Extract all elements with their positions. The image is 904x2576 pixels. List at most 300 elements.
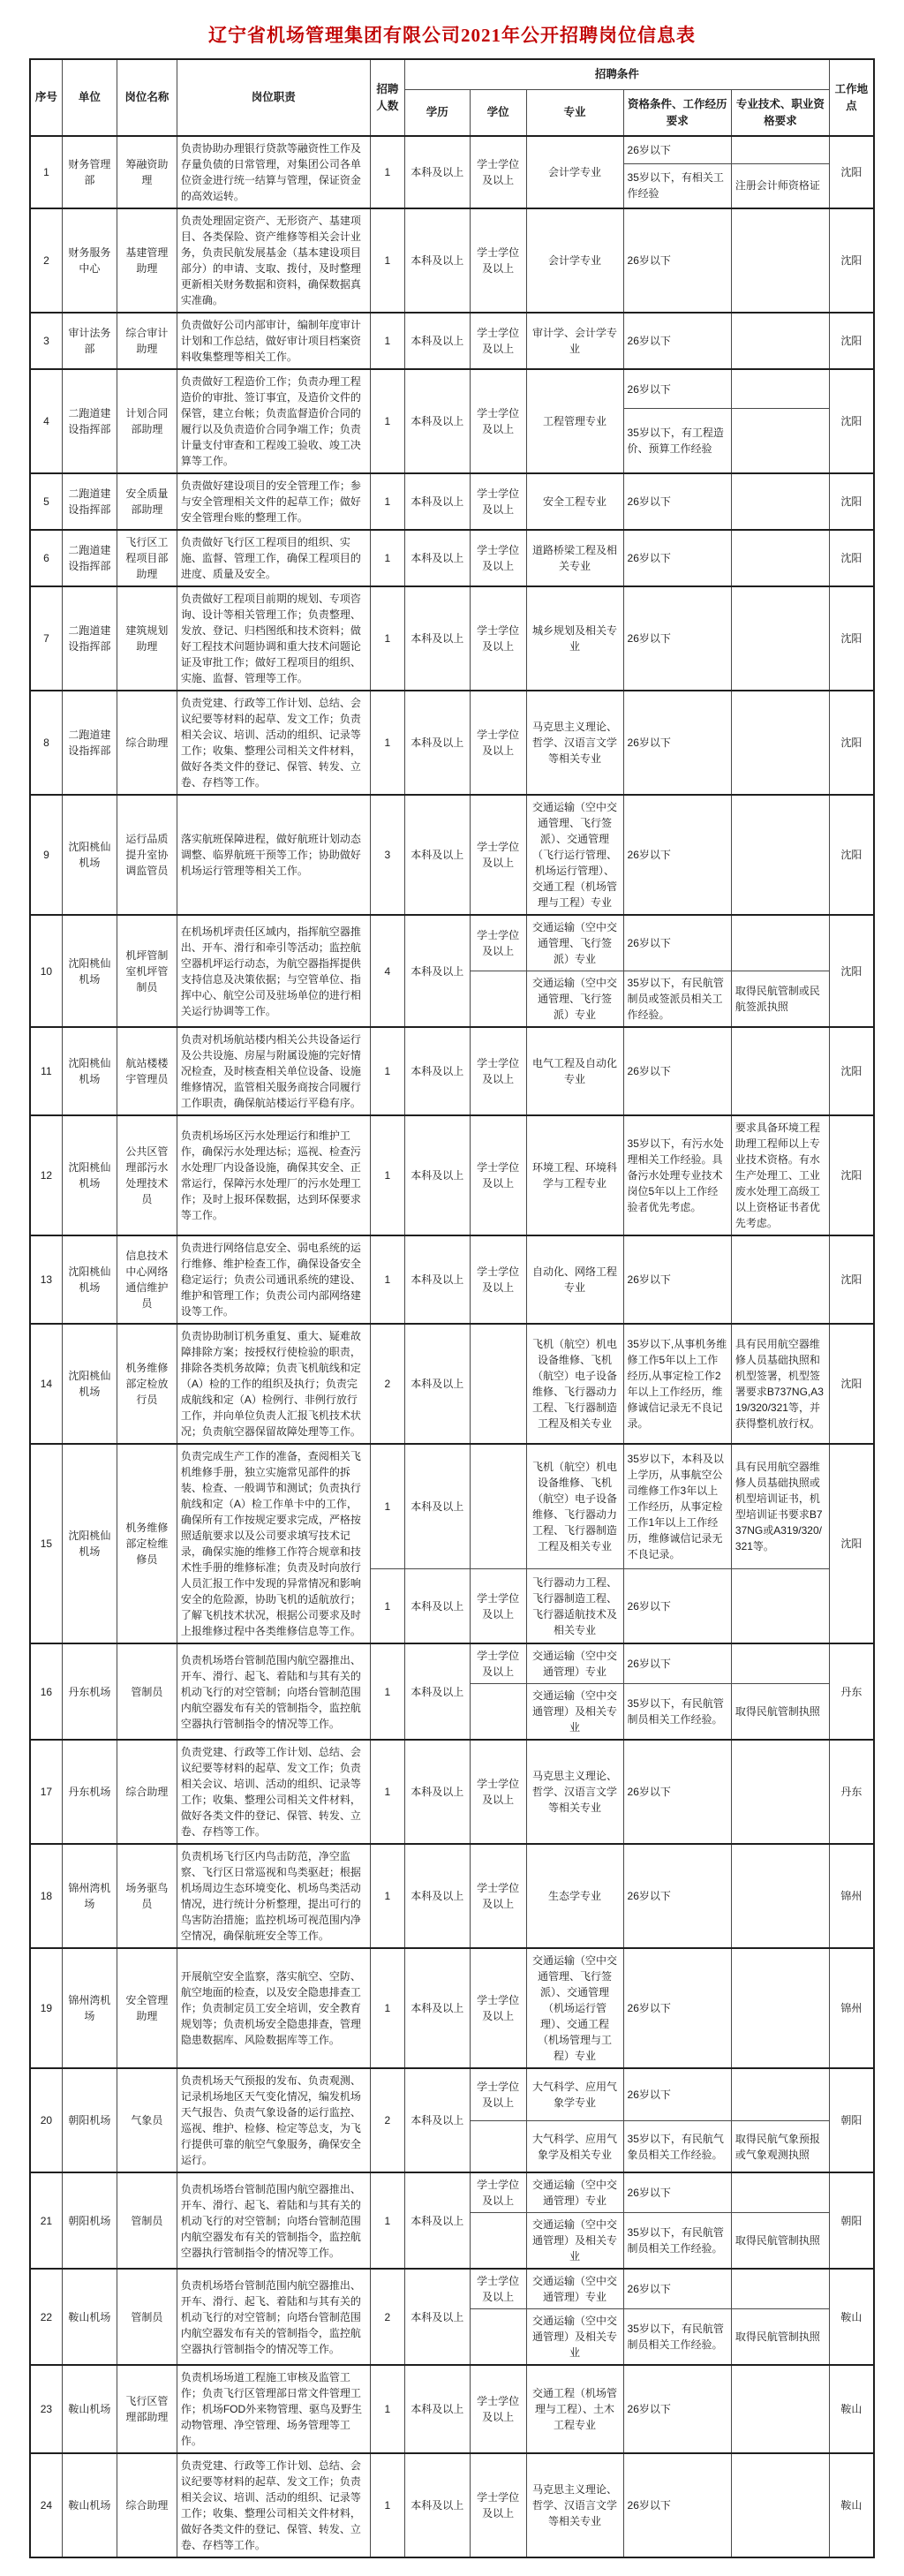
cell-no: 16	[30, 1643, 62, 1740]
cell-title: 安全管理助理	[117, 1948, 177, 2068]
header-edu: 学历	[404, 89, 470, 136]
cell-no: 18	[30, 1844, 62, 1948]
cell-cert: 要求具备环境工程助理工程师以上专业技术资格。有水生产处理工、工业废水处理工高级工以上资格证书者优先考虑。	[731, 1115, 829, 1235]
cell-title: 机务维修部定检放行员	[117, 1324, 177, 1444]
cell-qual: 35岁以下，本科及以上学历，从事航空公司维修工作3年以上工作经历，从事定检工作1年以上工作经历，维修诚信记录无不良记录。	[623, 1444, 731, 1568]
cell-cert: 取得民航管制执照	[731, 1684, 829, 1741]
cell-no: 10	[30, 915, 62, 1027]
cell-major: 道路桥梁工程及相关专业	[526, 530, 623, 586]
cell-title: 机务维修部定检维修员	[117, 1444, 177, 1643]
cell-unit: 鞍山机场	[62, 2453, 117, 2557]
cell-major: 交通运输（空中交通管理、飞行签派）、交通管理（机场运行管理）、交通工程（机场管理与工程）专业	[526, 1948, 623, 2068]
cell-duties: 负责做好工程造价工作；负责办理工程造价的审批、签订事宜，及造价文件的保管，建立台帐；负责监督造价合同的履行以及负责造价合同争端工作；负责计量支付审查和工程竣工验收、竣工决算等工作。	[177, 369, 370, 473]
cell-qual: 26岁以下	[623, 795, 731, 915]
cell-edu: 本科及以上	[404, 1740, 470, 1844]
table-row	[30, 915, 874, 971]
table-row	[30, 2453, 874, 2557]
cell-location: 沈阳	[829, 1027, 874, 1115]
cell-qual: 26岁以下	[623, 473, 731, 530]
cell-cert	[731, 2269, 829, 2309]
cell-location: 锦州	[829, 1844, 874, 1948]
cell-qual: 26岁以下	[623, 2172, 731, 2213]
cell-cert	[731, 136, 829, 163]
cell-count: 1	[370, 1740, 404, 1844]
cell-location: 沈阳	[829, 1324, 874, 1444]
table-row	[30, 313, 874, 369]
cell-count: 2	[370, 2269, 404, 2365]
cell-major: 交通运输（空中交通管理、飞行签派）、交通管理（飞行运行管理、机场运行管理）、交通工程（机场管理与工程）专业	[526, 795, 623, 915]
cell-degree: 学士学位及以上	[470, 2365, 526, 2453]
table-row	[30, 1027, 874, 1115]
cell-no: 14	[30, 1324, 62, 1444]
cell-no: 15	[30, 1444, 62, 1643]
cell-count: 1	[370, 1027, 404, 1115]
table-row	[30, 1740, 874, 1844]
cell-cert	[731, 691, 829, 795]
cell-major: 自动化、网络工程专业	[526, 1235, 623, 1324]
cell-title: 安全质量部助理	[117, 473, 177, 530]
cell-duties: 负责协助办理银行贷款等融资性工作及存量负债的日常管理，对集团公司各单位资金进行统一结算与管理，保证资金的高效运转。	[177, 136, 370, 208]
cell-qual: 35岁以下，有相关工作经验	[623, 163, 731, 208]
cell-location: 沈阳	[829, 473, 874, 530]
cell-no: 17	[30, 1740, 62, 1844]
cell-qual: 26岁以下	[623, 1643, 731, 1684]
cell-qual: 35岁以下，有民航管制员相关工作经验。	[623, 2309, 731, 2366]
cell-unit: 丹东机场	[62, 1740, 117, 1844]
cell-cert	[731, 2365, 829, 2453]
cell-qual: 35岁以下，有民航管制员或签派员相关工作经验。	[623, 971, 731, 1028]
cell-no: 6	[30, 530, 62, 586]
cell-duties: 负责完成生产工作的准备，查阅相关飞机维修手册，独立实施常见部件的拆装、检查、一般调节和测试；负责执行航线和定（A）检工作单卡中的工作，确保所有工作按规定要求完成，严格按照适航要求以及公司要求填写技术记录，确保实施的维修工作符合规章和技术性手册的维修标准；负责及时向放行人员汇报工作中发现的异常情况和影响安全的危险源，协助飞机的适航放行；了解飞机技术状况，根据公司要求及时上报维修过程中各类维修信息等工作。	[177, 1444, 370, 1643]
cell-count: 1	[370, 1568, 404, 1643]
cell-count: 1	[370, 2365, 404, 2453]
cell-degree	[470, 2120, 526, 2172]
cell-location: 沈阳	[829, 1115, 874, 1235]
cell-major: 飞机（航空）机电设备维修、飞机（航空）电子设备维修、飞行器动力工程、飞行器制造工程及相关专业	[526, 1444, 623, 1568]
cell-degree: 学士学位及以上	[470, 313, 526, 369]
cell-unit: 沈阳桃仙机场	[62, 795, 117, 915]
cell-cert	[731, 1740, 829, 1844]
cell-duties: 负责协助制订机务重复、重大、疑难故障排除方案；按授权行使检验的职责，排除各类机务故障；负责飞机航线和定（A）检的工作的组织及执行；负责完成航线和定（A）检例行、非例行放行工作，并向单位负责人汇报飞机技术状况；负责航空器保留故障处理等工作。	[177, 1324, 370, 1444]
cell-edu: 本科及以上	[404, 2365, 470, 2453]
cell-degree: 学士学位及以上	[470, 1235, 526, 1324]
table-row	[30, 208, 874, 313]
cell-no: 2	[30, 208, 62, 313]
cell-title: 信息技术中心网络通信维护员	[117, 1235, 177, 1324]
cell-unit: 沈阳桃仙机场	[62, 1115, 117, 1235]
cell-location: 沈阳	[829, 691, 874, 795]
cell-location: 朝阳	[829, 2068, 874, 2172]
cell-no: 19	[30, 1948, 62, 2068]
table-row	[30, 2269, 874, 2309]
cell-edu: 本科及以上	[404, 313, 470, 369]
cell-title: 运行品质提升室协调监管员	[117, 795, 177, 915]
cell-qual: 26岁以下	[623, 915, 731, 971]
header-duties: 岗位职责	[177, 59, 370, 136]
cell-qual: 26岁以下	[623, 1235, 731, 1324]
cell-qual: 26岁以下	[623, 369, 731, 408]
cell-duties: 负责党建、行政等工作计划、总结、会议纪要等材料的起草、发文工作；负责相关会议、培训、活动的组织、记录等工作；收集、整理公司相关文件材料，做好各类文件的登记、保管、转发、立卷、存档等工作。	[177, 691, 370, 795]
cell-degree: 学士学位及以上	[470, 691, 526, 795]
cell-title: 场务驱鸟员	[117, 1844, 177, 1948]
cell-unit: 沈阳桃仙机场	[62, 1027, 117, 1115]
cell-major: 生态学专业	[526, 1844, 623, 1948]
cell-no: 22	[30, 2269, 62, 2365]
cell-major: 电气工程及自动化专业	[526, 1027, 623, 1115]
cell-qual: 26岁以下	[623, 1844, 731, 1948]
cell-count: 2	[370, 1324, 404, 1444]
page-title: 辽宁省机场管理集团有限公司2021年公开招聘岗位信息表	[208, 25, 696, 46]
cell-location: 鞍山	[829, 2365, 874, 2453]
cell-edu: 本科及以上	[404, 1643, 470, 1740]
header-location: 工作地点	[829, 59, 874, 136]
cell-count: 1	[370, 1115, 404, 1235]
cell-major: 飞机（航空）机电设备维修、飞机（航空）电子设备维修、飞行器动力工程、飞行器制造工程及相关专业	[526, 1324, 623, 1444]
cell-degree: 学士学位及以上	[470, 586, 526, 691]
cell-unit: 沈阳桃仙机场	[62, 1444, 117, 1643]
cell-edu: 本科及以上	[404, 1027, 470, 1115]
cell-duties: 负责做好工程项目前期的规划、专项咨询、设计等相关管理工作；负责整理、发放、登记、归档图纸和技术资料；做好工程技术问题协调和重大技术问题论证及审批工作；做好工程项目的组织、实施、监督、管理等工作。	[177, 586, 370, 691]
cell-location: 沈阳	[829, 915, 874, 1027]
cell-duties: 负责进行网络信息安全、弱电系统的运行维修、维护检查工作，确保设备安全稳定运行；负责公司通讯系统的建设、维护和管理工作；负责公司内部网络建设等工作。	[177, 1235, 370, 1324]
table-row	[30, 1643, 874, 1684]
header-unit: 单位	[62, 59, 117, 136]
cell-edu: 本科及以上	[404, 795, 470, 915]
cell-title: 飞行区工程项目部助理	[117, 530, 177, 586]
table-row	[30, 1844, 874, 1948]
cell-count: 1	[370, 1444, 404, 1568]
cell-title: 筹融资助理	[117, 136, 177, 208]
cell-edu: 本科及以上	[404, 586, 470, 691]
cell-degree: 学士学位及以上	[470, 1948, 526, 2068]
cell-degree: 学士学位及以上	[470, 208, 526, 313]
cell-count: 1	[370, 473, 404, 530]
header-title: 岗位名称	[117, 59, 177, 136]
cell-edu: 本科及以上	[404, 915, 470, 1027]
cell-major: 工程管理专业	[526, 369, 623, 473]
cell-edu: 本科及以上	[404, 1948, 470, 2068]
cell-cert: 取得民航管制或民航签派执照	[731, 971, 829, 1028]
cell-edu: 本科及以上	[404, 2453, 470, 2557]
cell-no: 21	[30, 2172, 62, 2269]
cell-count: 1	[370, 691, 404, 795]
cell-degree: 学士学位及以上	[470, 2172, 526, 2213]
cell-count: 3	[370, 795, 404, 915]
table-row	[30, 795, 874, 915]
cell-no: 8	[30, 691, 62, 795]
cell-duties: 在机场机坪责任区域内，指挥航空器推出、开车、滑行和牵引等活动；监控航空器机坪运行动态，为航空器指挥提供支持信息及决策依据；与空管单位、指挥中心、航空公司及驻场单位的进行相关运行协调等工作。	[177, 915, 370, 1027]
cell-duties: 负责机场塔台管制范围内航空器推出、开车、滑行、起飞、着陆和与其有关的机动飞行的对空管制；向塔台管制范围内航空器发布有关的管制指令，监控航空器执行管制指令的情况等工作。	[177, 1643, 370, 1740]
cell-major: 会计学专业	[526, 136, 623, 208]
cell-cert	[731, 795, 829, 915]
cell-count: 1	[370, 1844, 404, 1948]
cell-location: 沈阳	[829, 136, 874, 208]
cell-title: 管制员	[117, 1643, 177, 1740]
cell-major: 环境工程、环境科学与工程专业	[526, 1115, 623, 1235]
cell-degree: 学士学位及以上	[470, 473, 526, 530]
cell-cert: 取得民航管制执照	[731, 2213, 829, 2270]
cell-duties: 落实航班保障进程，做好航班计划动态调整、临界航班干预等工作；协助做好机场运行管理等相关工作。	[177, 795, 370, 915]
cell-degree: 学士学位及以上	[470, 1740, 526, 1844]
cell-major: 交通运输（空中交通管理）专业	[526, 1643, 623, 1684]
cell-count: 1	[370, 208, 404, 313]
table-row	[30, 586, 874, 691]
cell-cert	[731, 915, 829, 971]
cell-qual: 26岁以下	[623, 313, 731, 369]
cell-no: 1	[30, 136, 62, 208]
cell-cert	[731, 1643, 829, 1684]
cell-edu: 本科及以上	[404, 473, 470, 530]
table-row	[30, 691, 874, 795]
cell-unit: 财务服务中心	[62, 208, 117, 313]
table-row	[30, 136, 874, 163]
cell-edu: 本科及以上	[404, 1115, 470, 1235]
cell-title: 公共区管理部污水处理技术员	[117, 1115, 177, 1235]
cell-major: 审计学、会计学专业	[526, 313, 623, 369]
cell-location: 沈阳	[829, 313, 874, 369]
cell-degree	[470, 1684, 526, 1741]
cell-degree: 学士学位及以上	[470, 915, 526, 971]
cell-location: 鞍山	[829, 2453, 874, 2557]
cell-edu: 本科及以上	[404, 369, 470, 473]
cell-degree: 学士学位及以上	[470, 2453, 526, 2557]
cell-duties: 负责对机场航站楼内相关公共设备运行及公共设施、房屋与附属设施的完好情况检查，及时核查相关单位设备、设施维修情况，监管相关服务商按合同履行工作职责，确保航站楼运行平稳有序。	[177, 1027, 370, 1115]
cell-degree	[470, 971, 526, 1028]
table-row	[30, 1948, 874, 2068]
cell-count: 1	[370, 530, 404, 586]
cell-qual: 26岁以下	[623, 208, 731, 313]
table-row	[30, 2365, 874, 2453]
cell-qual: 26岁以下	[623, 2453, 731, 2557]
cell-major: 交通运输（空中交通管理）专业	[526, 2269, 623, 2309]
cell-unit: 二跑道建设指挥部	[62, 691, 117, 795]
cell-location: 沈阳	[829, 1444, 874, 1643]
cell-qual: 26岁以下	[623, 1027, 731, 1115]
cell-cert: 注册会计师资格证	[731, 163, 829, 208]
cell-unit: 沈阳桃仙机场	[62, 1324, 117, 1444]
cell-title: 机坪管制室机坪管制员	[117, 915, 177, 1027]
cell-major: 交通运输（空中交通管理）及相关专业	[526, 2309, 623, 2366]
cell-unit: 沈阳桃仙机场	[62, 915, 117, 1027]
cell-count: 1	[370, 586, 404, 691]
cell-unit: 二跑道建设指挥部	[62, 530, 117, 586]
cell-unit: 审计法务部	[62, 313, 117, 369]
cell-unit: 丹东机场	[62, 1643, 117, 1740]
cell-duties: 负责处理固定资产、无形资产、基建项目、各类保险、资产维修等相关会计业务，负责民航发展基金（基本建设项目部分）的申请、支取、拨付，及时整理更新相关财务数据和资料，确保数据真实准确。	[177, 208, 370, 313]
cell-no: 4	[30, 369, 62, 473]
cell-qual: 26岁以下	[623, 1568, 731, 1643]
cell-degree: 学士学位及以上	[470, 1568, 526, 1643]
cell-duties: 负责机场塔台管制范围内航空器推出、开车、滑行、起飞、着陆和与其有关的机动飞行的对空管制；向塔台管制范围内航空器发布有关的管制指令，监控航空器执行管制指令的情况等工作。	[177, 2172, 370, 2269]
cell-cert	[731, 1235, 829, 1324]
cell-count: 1	[370, 369, 404, 473]
cell-qual: 35岁以下，有民航管制员相关工作经验。	[623, 2213, 731, 2270]
cell-qual: 26岁以下	[623, 136, 731, 163]
cell-qual: 26岁以下	[623, 530, 731, 586]
cell-duties: 负责机场场区污水处理运行和维护工作，确保污水处理达标；巡视、检查污水处理厂内设备设施，确保其安全、正常运行，保障污水处理厂的污水处理工作；及时上报环保数据，达到环保要求等工作。	[177, 1115, 370, 1235]
table-row	[30, 530, 874, 586]
cell-degree: 学士学位及以上	[470, 1844, 526, 1948]
cell-major: 城乡规划及相关专业	[526, 586, 623, 691]
cell-location: 沈阳	[829, 586, 874, 691]
cell-location: 鞍山	[829, 2269, 874, 2365]
cell-qual: 35岁以下,从事机务维修工作5年以上工作经历,从事定检工作2年以上工作经历，维修诚信记录无不良记录。	[623, 1324, 731, 1444]
table-row	[30, 2068, 874, 2120]
cell-major: 交通运输（空中交通管理、飞行签派）专业	[526, 915, 623, 971]
cell-cert	[731, 313, 829, 369]
cell-cert: 取得民航气象预报或气象观测执照	[731, 2120, 829, 2172]
cell-major: 飞行器动力工程、飞行器制造工程、飞行器适航技术及相关专业	[526, 1568, 623, 1643]
cell-cert: 具有民用航空器维修人员基础执照和机型签署，机型签署要求B737NG,A319/320/321等，并获得整机放行权。	[731, 1324, 829, 1444]
cell-degree: 学士学位及以上	[470, 1643, 526, 1684]
cell-no: 12	[30, 1115, 62, 1235]
cell-location: 沈阳	[829, 369, 874, 473]
cell-qual: 35岁以下，有污水处理相关工作经验。具备污水处理专业技术岗位5年以上工作经验者优先考虑。	[623, 1115, 731, 1235]
cell-major: 交通运输（空中交通管理、飞行签派）专业	[526, 971, 623, 1028]
cell-qual: 35岁以下，有工程造价、预算工作经验	[623, 409, 731, 474]
cell-unit: 二跑道建设指挥部	[62, 586, 117, 691]
cell-no: 9	[30, 795, 62, 915]
cell-location: 沈阳	[829, 795, 874, 915]
cell-no: 24	[30, 2453, 62, 2557]
cell-duties: 开展航空安全监察，落实航空、空防、航空地面的检查，以及安全隐患排查工作；负责制定员工安全培训，安全教育规划等；负责机场安全隐患排查，管理隐患数据库、风险数据库等工作。	[177, 1948, 370, 2068]
cell-unit: 锦州湾机场	[62, 1844, 117, 1948]
cell-title: 综合助理	[117, 691, 177, 795]
cell-major: 交通运输（空中交通管理）及相关专业	[526, 2213, 623, 2270]
cell-qual: 26岁以下	[623, 2068, 731, 2120]
cell-location: 丹东	[829, 1740, 874, 1844]
cell-count: 1	[370, 136, 404, 208]
cell-major: 安全工程专业	[526, 473, 623, 530]
cell-edu: 本科及以上	[404, 530, 470, 586]
cell-unit: 沈阳桃仙机场	[62, 1235, 117, 1324]
cell-edu: 本科及以上	[404, 1844, 470, 1948]
header-conditions: 招聘条件	[404, 59, 829, 89]
cell-cert	[731, 208, 829, 313]
cell-cert	[731, 530, 829, 586]
cell-no: 20	[30, 2068, 62, 2172]
cell-no: 7	[30, 586, 62, 691]
cell-edu: 本科及以上	[404, 2068, 470, 2172]
table-header	[30, 59, 874, 136]
cell-cert	[731, 2453, 829, 2557]
header-row-1	[30, 59, 874, 89]
cell-edu: 本科及以上	[404, 1568, 470, 1643]
cell-edu: 本科及以上	[404, 1324, 470, 1444]
cell-title: 综合助理	[117, 2453, 177, 2557]
cell-major: 大气科学、应用气象学专业	[526, 2068, 623, 2120]
cell-count: 1	[370, 1235, 404, 1324]
cell-duties: 负责机场场道工程施工审核及监管工作；负责飞行区管理部日常文件管理工作；机场FOD外来物管理、驱鸟及野生动物管理、净空管理、场务管理等工作。	[177, 2365, 370, 2453]
cell-count: 1	[370, 2172, 404, 2269]
cell-degree	[470, 2213, 526, 2270]
cell-major: 会计学专业	[526, 208, 623, 313]
cell-edu: 本科及以上	[404, 691, 470, 795]
cell-duties: 负责做好公司内部审计，编制年度审计计划和工作总结，做好审计项目档案资料收集整理等相关工作。	[177, 313, 370, 369]
cell-cert	[731, 1948, 829, 2068]
cell-qual: 26岁以下	[623, 1948, 731, 2068]
cell-degree: 学士学位及以上	[470, 2269, 526, 2309]
cell-degree: 学士学位及以上	[470, 2068, 526, 2120]
cell-cert	[731, 2068, 829, 2120]
recruitment-table	[29, 58, 875, 2558]
table-row	[30, 1235, 874, 1324]
cell-title: 航站楼楼宇管理员	[117, 1027, 177, 1115]
header-degree: 学位	[470, 89, 526, 136]
cell-title: 综合助理	[117, 1740, 177, 1844]
cell-degree: 学士学位及以上	[470, 1115, 526, 1235]
cell-count: 2	[370, 2068, 404, 2172]
cell-edu: 本科及以上	[404, 136, 470, 208]
table-row	[30, 1324, 874, 1444]
cell-edu: 本科及以上	[404, 1444, 470, 1568]
cell-title: 气象员	[117, 2068, 177, 2172]
cell-no: 23	[30, 2365, 62, 2453]
cell-unit: 财务管理部	[62, 136, 117, 208]
cell-unit: 朝阳机场	[62, 2068, 117, 2172]
header-count: 招聘人数	[370, 59, 404, 136]
cell-count: 4	[370, 915, 404, 1027]
cell-cert	[731, 1027, 829, 1115]
header-qual: 资格条件、工作经历要求	[623, 89, 731, 136]
cell-unit: 鞍山机场	[62, 2365, 117, 2453]
cell-major: 马克思主义理论、哲学、汉语言文学等相关专业	[526, 1740, 623, 1844]
cell-edu: 本科及以上	[404, 2269, 470, 2365]
cell-major: 交通工程（机场管理与工程）、土木工程专业	[526, 2365, 623, 2453]
cell-qual: 35岁以下，有民航气象员相关工作经验。	[623, 2120, 731, 2172]
cell-title: 管制员	[117, 2269, 177, 2365]
header-major: 专业	[526, 89, 623, 136]
cell-cert	[731, 586, 829, 691]
cell-qual: 26岁以下	[623, 1740, 731, 1844]
cell-degree: 学士学位及以上	[470, 795, 526, 915]
cell-major: 马克思主义理论、哲学、汉语言文学等相关专业	[526, 691, 623, 795]
cell-degree: 学士学位及以上	[470, 369, 526, 473]
cell-cert	[731, 369, 829, 408]
cell-no: 13	[30, 1235, 62, 1324]
cell-cert	[731, 2172, 829, 2213]
cell-duties: 负责党建、行政等工作计划、总结、会议纪要等材料的起草、发文工作；负责相关会议、培训、活动的组织、记录等工作；收集、整理公司相关文件材料，做好各类文件的登记、保管、转发、立卷、存档等工作。	[177, 2453, 370, 2557]
table-body	[30, 136, 874, 2557]
cell-duties: 负责做好飞行区工程项目的组织、实施、监督、管理工作，确保工程项目的进度、质量及安全。	[177, 530, 370, 586]
cell-qual: 35岁以下，有民航管制员相关工作经验。	[623, 1684, 731, 1741]
cell-qual: 26岁以下	[623, 691, 731, 795]
cell-unit: 锦州湾机场	[62, 1948, 117, 2068]
cell-degree: 学士学位及以上	[470, 1027, 526, 1115]
cell-degree	[470, 2309, 526, 2366]
cell-edu: 本科及以上	[404, 1235, 470, 1324]
cell-duties: 负责机场天气预报的发布、负责观测、记录机场地区天气变化情况，编发机场天气报告、负责气象设备的运行监控、巡视、维护、检修、检定等总支，为飞行提供可靠的航空气象服务，确保安全运行。	[177, 2068, 370, 2172]
table-row	[30, 2172, 874, 2213]
cell-edu: 本科及以上	[404, 208, 470, 313]
cell-duties: 负责党建、行政等工作计划、总结、会议纪要等材料的起草、发文工作；负责相关会议、培训、活动的组织、记录等工作；收集、整理公司相关文件材料，做好各类文件的登记、保管、转发、立卷、存档等工作。	[177, 1740, 370, 1844]
cell-cert	[731, 409, 829, 474]
cell-cert: 取得民航管制执照	[731, 2309, 829, 2366]
cell-title: 计划合同部助理	[117, 369, 177, 473]
cell-title: 飞行区管理部助理	[117, 2365, 177, 2453]
cell-title: 基建管理助理	[117, 208, 177, 313]
cell-cert	[731, 1568, 829, 1643]
cell-count: 1	[370, 313, 404, 369]
cell-qual: 26岁以下	[623, 586, 731, 691]
cell-major: 交通运输（空中交通管理）专业	[526, 2172, 623, 2213]
cell-duties: 负责机场飞行区内鸟击防范，净空监察、飞行区日常巡视和鸟类驱赶；根据机场周边生态环境变化、机场鸟类活动情况，进行统计分析整理，提出可行的鸟害防治措施；监控机场可视范围内净空情况，确保航班安全等工作。	[177, 1844, 370, 1948]
header-no: 序号	[30, 59, 62, 136]
cell-degree	[470, 1324, 526, 1444]
cell-cert	[731, 473, 829, 530]
cell-location: 沈阳	[829, 208, 874, 313]
cell-duties: 负责机场塔台管制范围内航空器推出、开车、滑行、起飞、着陆和与其有关的机动飞行的对空管制；向塔台管制范围内航空器发布有关的管制指令，监控航空器执行管制指令的情况等工作。	[177, 2269, 370, 2365]
